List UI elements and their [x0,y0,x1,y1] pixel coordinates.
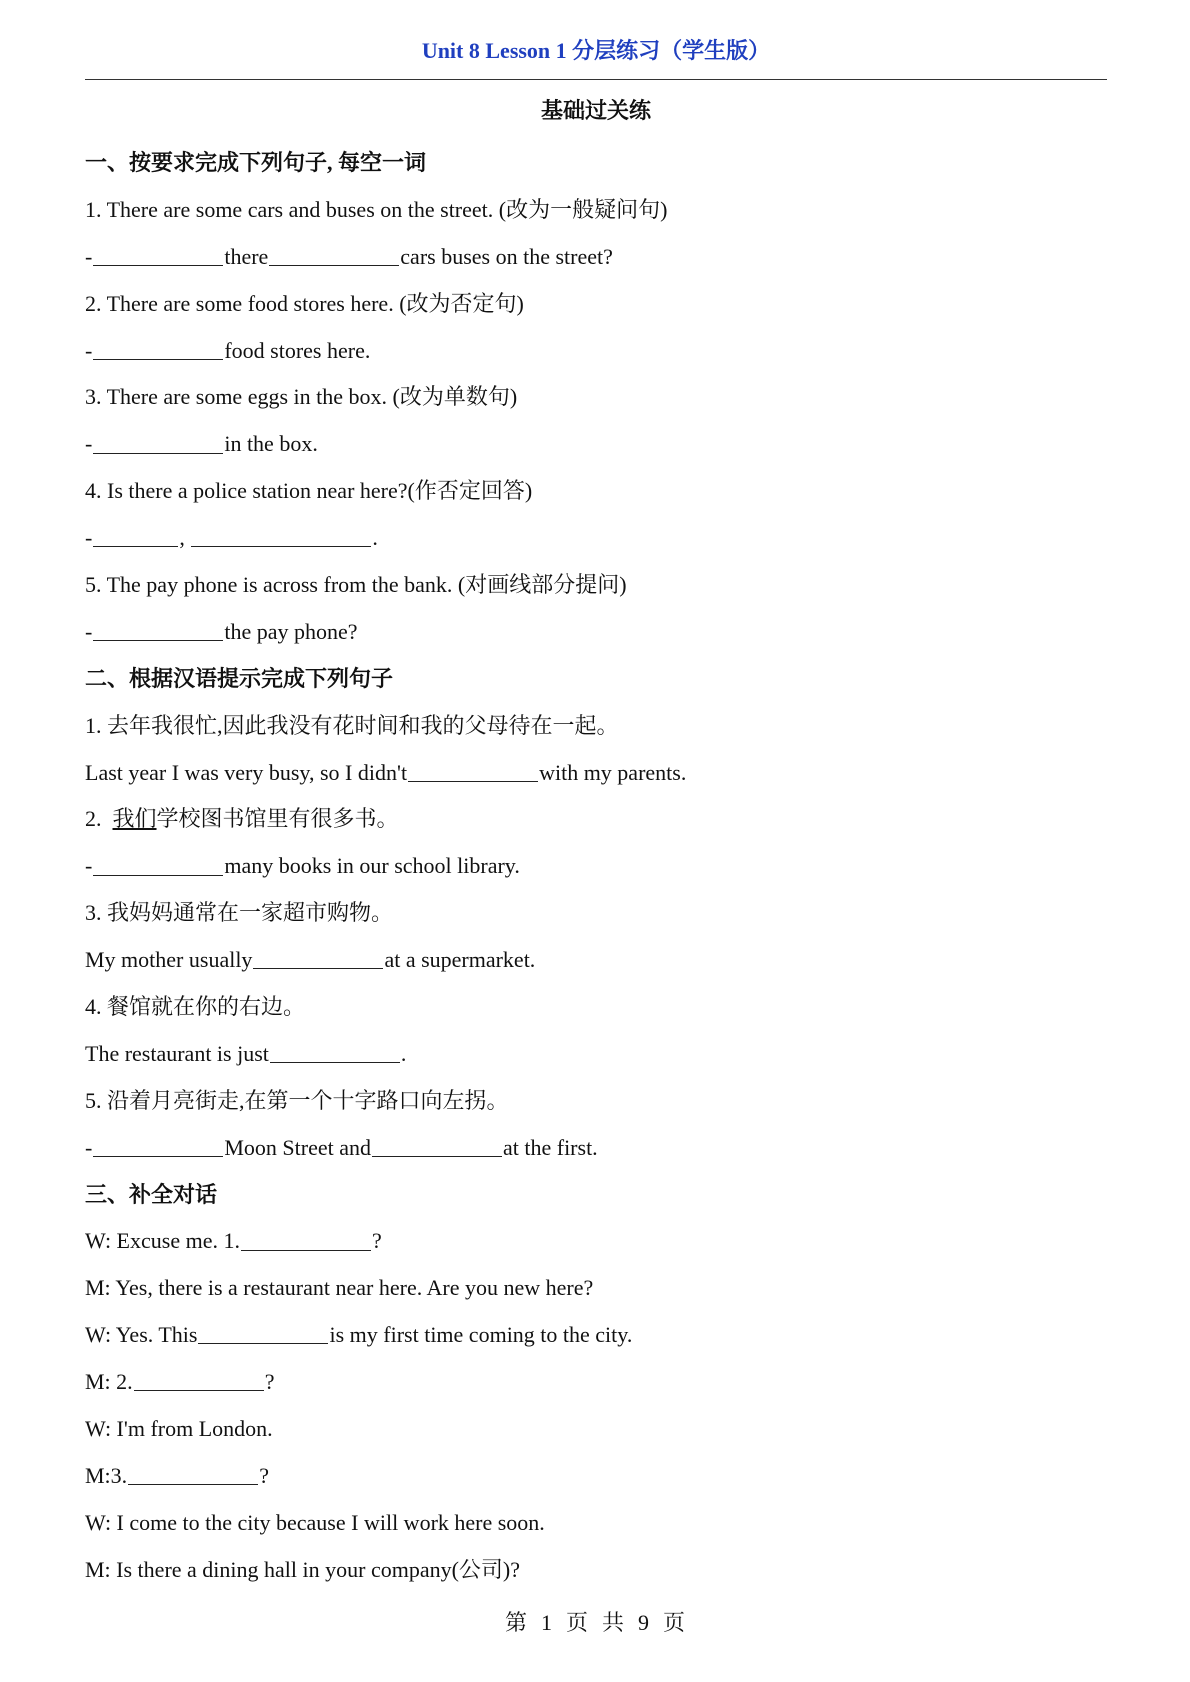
part2-q4-prompt: 4. 餐馆就在你的右边。 [85,994,306,1020]
answer-blank[interactable] [241,1228,371,1251]
part1-q4-answer: - , . [85,525,378,551]
dialog-line-3: W: Yes. This is my first time coming to the city. [85,1322,633,1348]
exercise-content [85,140,1107,1594]
answer-blank[interactable] [253,946,383,969]
part2-q5-prompt: 5. 沿着月亮街走,在第一个十字路口向左拐。 [85,1087,509,1113]
part2-q1-answer: Last year I was very busy, so I didn't with my parents. [85,759,687,785]
answer-blank[interactable] [128,1462,258,1485]
page-number: 1 [540,1610,554,1635]
total-pages: 9 [638,1610,652,1635]
dialog-line-1: W: Excuse me. 1. ? [85,1228,382,1254]
part1-q3-answer: - in the box. [85,431,318,457]
answer-blank[interactable] [93,1134,223,1157]
answer-blank[interactable] [198,1321,328,1344]
answer-blank[interactable] [134,1368,264,1391]
part1-q5-prompt: 5. The pay phone is across from the bank. (对画线部分提问) [85,572,627,598]
header-divider [85,79,1107,80]
dialog-line-7: W: I come to the city because I will work here soon. [85,1509,545,1535]
part2-q5-answer: - Moon Street and at the first. [85,1134,598,1160]
part1-q1-answer: - there cars buses on the street? [85,243,613,269]
part2-q2-answer: - many books in our school library. [85,853,520,879]
part2-q1-prompt: 1. 去年我很忙,因此我没有花时间和我的父母待在一起。 [85,712,619,738]
dialog-line-6: M:3. ? [85,1462,269,1488]
answer-blank[interactable] [372,1134,502,1157]
answer-blank[interactable] [93,853,223,876]
answer-blank[interactable] [408,759,538,782]
part1-q2-answer: - food stores here. [85,337,371,363]
part1-q2-prompt: 2. There are some food stores here. (改为否定句) [85,290,524,316]
section-title: 基础过关练 [540,98,651,123]
part2-q2-prompt: 2. 我们学校图书馆里有很多书。 [85,806,399,832]
part2-q4-answer: The restaurant is just . [85,1040,407,1066]
part1-q3-prompt: 3. There are some eggs in the box. (改为单数句) [85,384,518,410]
dialog-line-4: M: 2. ? [85,1369,275,1395]
answer-blank[interactable] [191,524,371,547]
part3-heading: 三、补全对话 [85,1181,218,1207]
part2-heading: 二、根据汉语提示完成下列句子 [85,665,394,691]
answer-blank[interactable] [269,243,399,266]
part1-heading: 一、按要求完成下列句子, 每空一词 [85,150,427,175]
answer-blank[interactable] [270,1040,400,1063]
part2-q3-answer: My mother usually at a supermarket. [85,947,536,973]
answer-blank[interactable] [93,337,223,360]
answer-blank[interactable] [93,524,178,547]
dialog-line-2: M: Yes, there is a restaurant near here. Are you new here? [85,1275,594,1301]
underlined-phrase: 我们 [112,806,157,832]
dialog-line-8: M: Is there a dining hall in your company(公司)? [85,1556,521,1582]
page-footer: 第 1 页 共 9 页 [504,1610,688,1635]
answer-blank[interactable] [93,243,223,266]
answer-blank[interactable] [93,431,223,454]
part1-q5-answer: - the pay phone? [85,618,358,644]
part2-q3-prompt: 3. 我妈妈通常在一家超市购物。 [85,900,394,926]
dialog-line-5: W: I'm from London. [85,1416,273,1442]
document-title: Unit 8 Lesson 1 分层练习（学生版） [421,38,771,63]
answer-blank[interactable] [93,618,223,641]
part1-q4-prompt: 4. Is there a police station near here?(作否定回答) [85,478,533,504]
part1-q1-prompt: 1. There are some cars and buses on the street. (改为一般疑问句) [85,196,668,222]
